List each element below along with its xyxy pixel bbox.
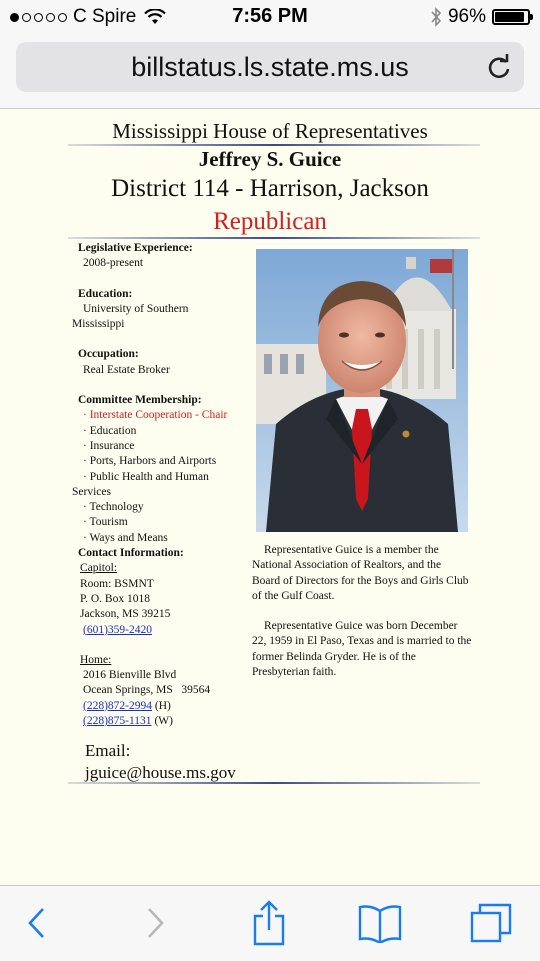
footer-divider bbox=[68, 782, 480, 784]
work-phone-suffix: (W) bbox=[151, 715, 173, 728]
education-value-line2: Mississippi bbox=[72, 318, 125, 331]
status-bar bbox=[0, 0, 540, 34]
battery-percent: 96% bbox=[447, 6, 486, 27]
clock: 7:56 PM bbox=[232, 5, 308, 27]
back-button[interactable] bbox=[14, 900, 60, 946]
committee-item: · Technology bbox=[83, 501, 144, 514]
share-button[interactable] bbox=[246, 900, 292, 946]
committee-item-continued: Services bbox=[72, 485, 111, 498]
page-header: Mississippi House of Representatives bbox=[112, 119, 428, 143]
committee-item: · Interstate Cooperation - Chair bbox=[83, 409, 228, 422]
occupation-label: Occupation: bbox=[78, 348, 139, 361]
email-label: Email: bbox=[85, 741, 135, 760]
education-label: Education: bbox=[78, 287, 133, 300]
representative-name: Jeffrey S. Guice bbox=[198, 147, 342, 171]
capitol-city: Jackson, MS 39215 bbox=[80, 608, 171, 621]
home-street: 2016 Bienville Blvd bbox=[83, 669, 177, 682]
email-address[interactable]: jguice@house.ms.gov bbox=[85, 763, 236, 782]
bookmarks-icon[interactable] bbox=[357, 903, 403, 943]
committee-item: · Ways and Means bbox=[83, 531, 168, 544]
forward-icon[interactable] bbox=[143, 906, 167, 940]
committee-label: Committee Membership: bbox=[78, 394, 202, 407]
profile-details bbox=[72, 241, 248, 729]
occupation-value: Real Estate Broker bbox=[83, 363, 170, 376]
back-icon[interactable] bbox=[25, 906, 49, 940]
home-phone-link[interactable]: (228)872-2994 bbox=[83, 699, 152, 712]
portrait-image bbox=[256, 249, 468, 532]
battery-status bbox=[430, 6, 530, 28]
committee-item: · Public Health and Human bbox=[83, 470, 209, 483]
address-bar-area bbox=[0, 34, 540, 109]
home-city: Ocean Springs, MS 39564 bbox=[83, 684, 211, 697]
forward-button[interactable] bbox=[132, 900, 178, 946]
representative-photo bbox=[256, 249, 468, 532]
home-phone-suffix: (H) bbox=[152, 699, 171, 712]
capitol-label: Capitol: bbox=[80, 562, 118, 575]
capitol-room: Room: BSMNT bbox=[80, 577, 154, 590]
share-icon[interactable] bbox=[251, 900, 287, 946]
capitol-po-box: P. O. Box 1018 bbox=[80, 592, 150, 605]
header-divider bbox=[68, 144, 480, 146]
committee-item: · Insurance bbox=[83, 439, 135, 452]
work-phone-link[interactable]: (228)875-1131 bbox=[83, 715, 152, 728]
tabs-button[interactable] bbox=[468, 900, 514, 946]
experience-value: 2008-present bbox=[83, 257, 144, 270]
experience-label: Legislative Experience: bbox=[78, 242, 193, 254]
bio-paragraph: Representative Guice is a member the National Association of Realtors, and the Board of Directors for the Boys and Girls Club of the Gulf Coast. bbox=[252, 544, 469, 602]
committee-item: · Tourism bbox=[83, 516, 128, 529]
reload-icon[interactable] bbox=[486, 54, 512, 80]
bio-paragraph: Representative Guice was born December 22, 1959 in El Paso, Texas and is married to the former Belinda Gryder. He is of the Presbyterian faith. bbox=[252, 620, 472, 679]
district-title: District 114 - Harrison, Jackson bbox=[111, 175, 429, 202]
education-value-line1: University of Southern bbox=[83, 302, 189, 315]
committee-item: · Ports, Harbors and Airports bbox=[83, 455, 217, 468]
url-text[interactable]: billstatus.ls.state.ms.us bbox=[131, 52, 409, 82]
battery-icon bbox=[492, 9, 530, 25]
capitol-phone-link[interactable]: (601)359-2420 bbox=[83, 623, 152, 636]
bookmarks-button[interactable] bbox=[357, 900, 403, 946]
biography bbox=[252, 543, 472, 695]
address-bar[interactable] bbox=[16, 42, 524, 92]
page-content bbox=[0, 109, 540, 885]
home-label: Home: bbox=[80, 653, 112, 666]
contact-label: Contact Information: bbox=[78, 547, 184, 560]
browser-toolbar bbox=[0, 885, 540, 961]
party-affiliation: Republican bbox=[213, 208, 327, 235]
committee-item: · Education bbox=[83, 424, 137, 437]
bluetooth-icon bbox=[430, 7, 442, 27]
party-divider bbox=[68, 237, 480, 239]
tabs-icon[interactable] bbox=[468, 901, 514, 945]
carrier-name: C Spire bbox=[73, 6, 137, 27]
email-block bbox=[85, 740, 236, 784]
